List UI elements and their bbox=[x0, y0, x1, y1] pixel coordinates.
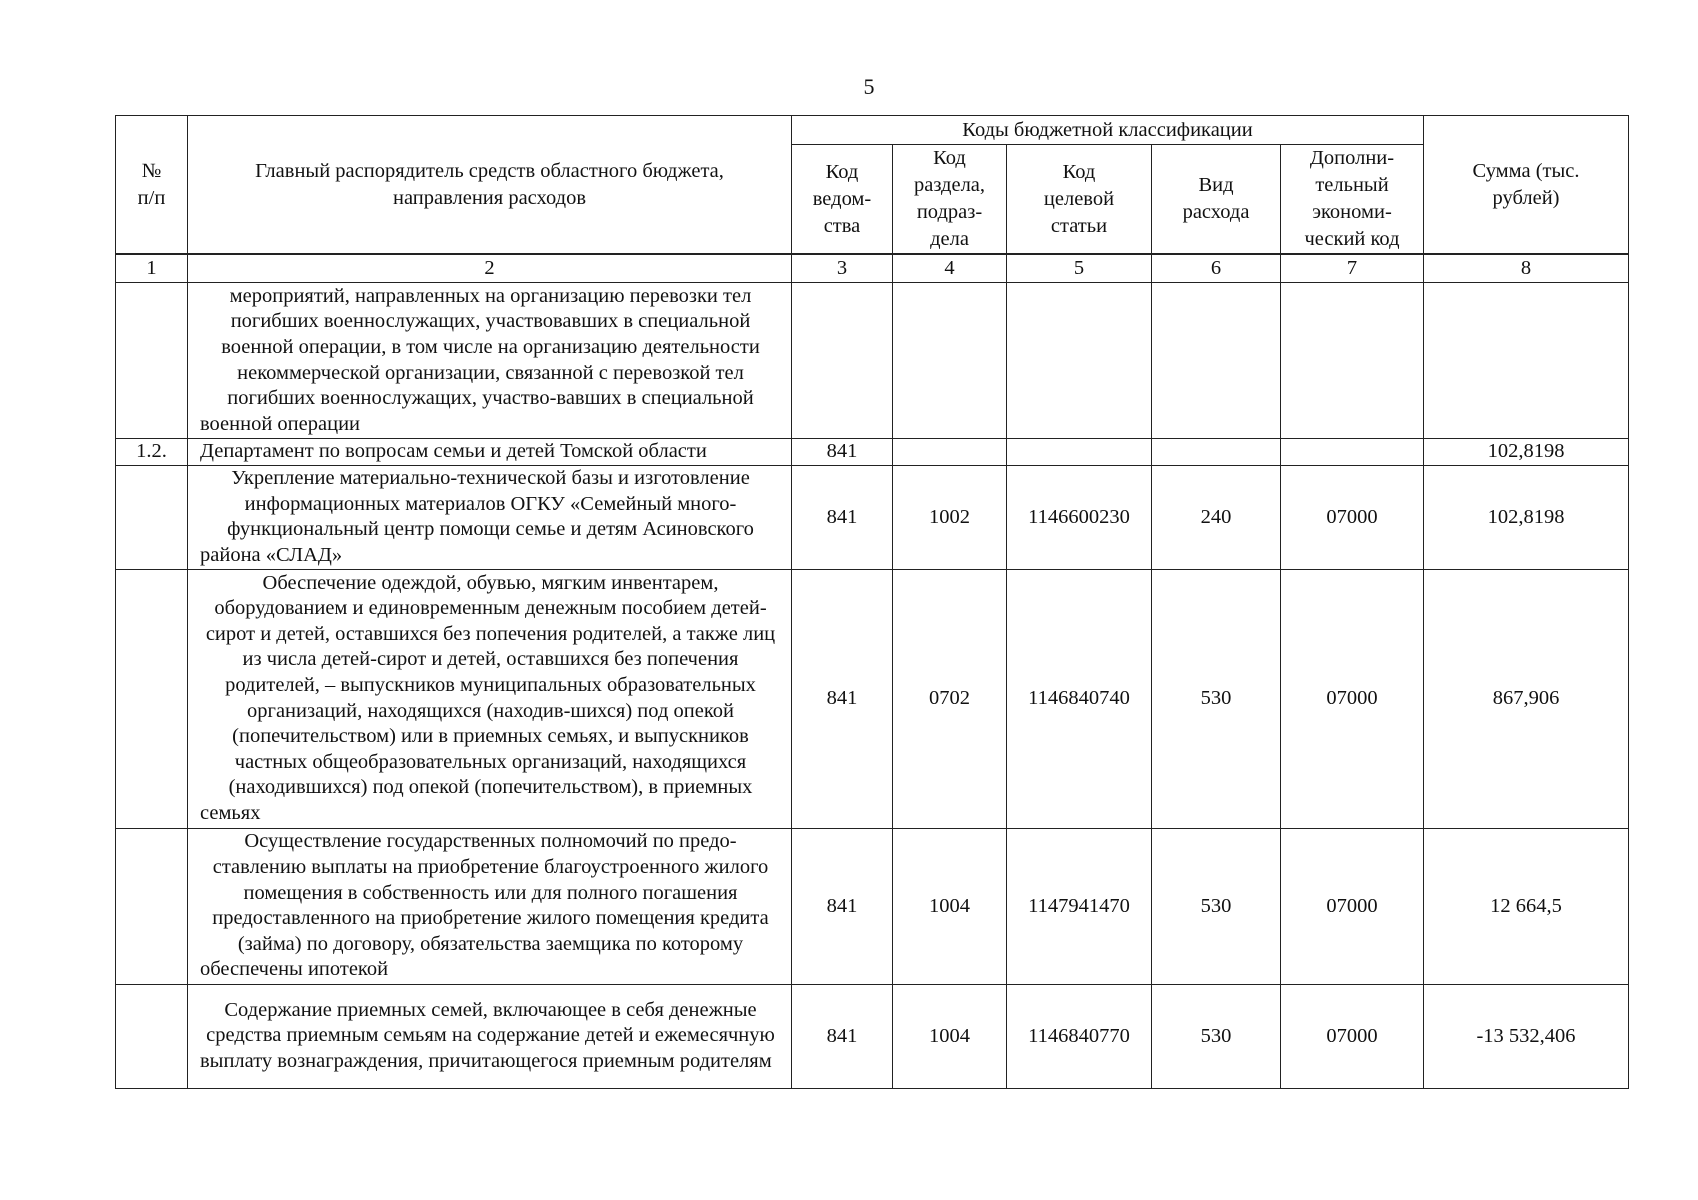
row-description: Департамент по вопросам семьи и детей Томской области bbox=[188, 439, 792, 466]
row-number bbox=[116, 828, 188, 984]
header-section-code: Код раздела, подраз-дела bbox=[893, 145, 1007, 255]
column-number: 8 bbox=[1424, 254, 1629, 283]
row-expense-type: 530 bbox=[1152, 569, 1281, 828]
row-section-code: 1004 bbox=[893, 984, 1007, 1088]
header-target-code: Код целевой статьи bbox=[1007, 145, 1152, 255]
row-expense-type bbox=[1152, 283, 1281, 439]
row-number bbox=[116, 984, 188, 1088]
row-extra-code: 07000 bbox=[1281, 569, 1424, 828]
row-department-code: 841 bbox=[792, 569, 893, 828]
row-section-code bbox=[893, 439, 1007, 466]
row-section-code: 1002 bbox=[893, 465, 1007, 569]
row-section-code: 0702 bbox=[893, 569, 1007, 828]
row-target-code: 1147941470 bbox=[1007, 828, 1152, 984]
budget-table bbox=[115, 115, 1629, 1089]
row-extra-code bbox=[1281, 439, 1424, 466]
row-target-code: 1146840740 bbox=[1007, 569, 1152, 828]
table-row bbox=[116, 569, 1629, 828]
row-description: Обеспечение одеждой, обувью, мягким инвентарем, оборудованием и единовременным денежным пособием детей-сирот и детей, оставшихся без попечения родителей, а также лиц из числа детей-сирот и детей, оставшихся без попечения родителей, – выпускников муниципальных образовательных организаций, находящихся (находив-шихся) под опекой (попечительством) или в приемных семьях, и выпускников частных общеобразовательных организаций, находящихся (находившихся) под опекой (попечительством), в приемных семьях bbox=[188, 569, 792, 828]
row-section-code: 1004 bbox=[893, 828, 1007, 984]
row-sum: 102,8198 bbox=[1424, 465, 1629, 569]
table-row bbox=[116, 283, 1629, 439]
table-row bbox=[116, 984, 1629, 1088]
column-number: 1 bbox=[116, 254, 188, 283]
row-department-code: 841 bbox=[792, 984, 893, 1088]
row-target-code: 1146840770 bbox=[1007, 984, 1152, 1088]
column-numbers-row bbox=[116, 254, 1629, 283]
header-budget-codes: Коды бюджетной классификации bbox=[792, 116, 1424, 145]
column-number: 3 bbox=[792, 254, 893, 283]
row-sum: -13 532,406 bbox=[1424, 984, 1629, 1088]
header-extra-code: Дополни-тельный экономи-ческий код bbox=[1281, 145, 1424, 255]
row-expense-type: 240 bbox=[1152, 465, 1281, 569]
row-target-code bbox=[1007, 283, 1152, 439]
header-expense-type: Вид расхода bbox=[1152, 145, 1281, 255]
row-extra-code: 07000 bbox=[1281, 984, 1424, 1088]
row-number bbox=[116, 283, 188, 439]
column-number: 4 bbox=[893, 254, 1007, 283]
row-extra-code bbox=[1281, 283, 1424, 439]
row-description: Осуществление государственных полномочий по предо-ставлению выплаты на приобретение благоустроенного жилого помещения в собственность или для полного погашения предоставленного на приобретение жилого помещения кредита (займа) по договору, обязательства заемщика по которому обеспечены ипотекой bbox=[188, 828, 792, 984]
header-number: № п/п bbox=[116, 116, 188, 255]
row-department-code: 841 bbox=[792, 439, 893, 466]
row-description: Содержание приемных семей, включающее в себя денежные средства приемным семьям на содержание детей и ежемесячную выплату вознаграждения, причитающегося приемным родителям bbox=[188, 984, 792, 1088]
page-number: 5 bbox=[863, 74, 875, 99]
row-sum: 102,8198 bbox=[1424, 439, 1629, 466]
column-number: 6 bbox=[1152, 254, 1281, 283]
header-department-code: Код ведом-ства bbox=[792, 145, 893, 255]
row-department-code bbox=[792, 283, 893, 439]
row-number bbox=[116, 465, 188, 569]
row-sum bbox=[1424, 283, 1629, 439]
table-row bbox=[116, 439, 1629, 466]
row-extra-code: 07000 bbox=[1281, 465, 1424, 569]
row-number: 1.2. bbox=[116, 439, 188, 466]
row-sum: 12 664,5 bbox=[1424, 828, 1629, 984]
row-sum: 867,906 bbox=[1424, 569, 1629, 828]
row-department-code: 841 bbox=[792, 465, 893, 569]
row-section-code bbox=[893, 283, 1007, 439]
row-expense-type: 530 bbox=[1152, 828, 1281, 984]
column-number: 7 bbox=[1281, 254, 1424, 283]
header-description: Главный распорядитель средств областного бюджета, направления расходов bbox=[188, 116, 792, 255]
row-extra-code: 07000 bbox=[1281, 828, 1424, 984]
table-row bbox=[116, 828, 1629, 984]
column-number: 2 bbox=[188, 254, 792, 283]
row-description: Укрепление материально-технической базы и изготовление информационных материалов ОГКУ «Семейный много-функциональный центр помощи семье и детям Асиновского района «СЛАД» bbox=[188, 465, 792, 569]
row-department-code: 841 bbox=[792, 828, 893, 984]
column-number: 5 bbox=[1007, 254, 1152, 283]
table-row bbox=[116, 465, 1629, 569]
row-description: мероприятий, направленных на организацию перевозки тел погибших военнослужащих, участвовавших в специальной военной операции, в том числе на организацию деятельности некоммерческой организации, связанной с перевозкой тел погибших военнослужащих, участво-вавших в специальной военной операции bbox=[188, 283, 792, 439]
row-target-code: 1146600230 bbox=[1007, 465, 1152, 569]
row-expense-type bbox=[1152, 439, 1281, 466]
header-sum: Сумма (тыс. рублей) bbox=[1424, 116, 1629, 255]
row-target-code bbox=[1007, 439, 1152, 466]
row-number bbox=[116, 569, 188, 828]
row-expense-type: 530 bbox=[1152, 984, 1281, 1088]
